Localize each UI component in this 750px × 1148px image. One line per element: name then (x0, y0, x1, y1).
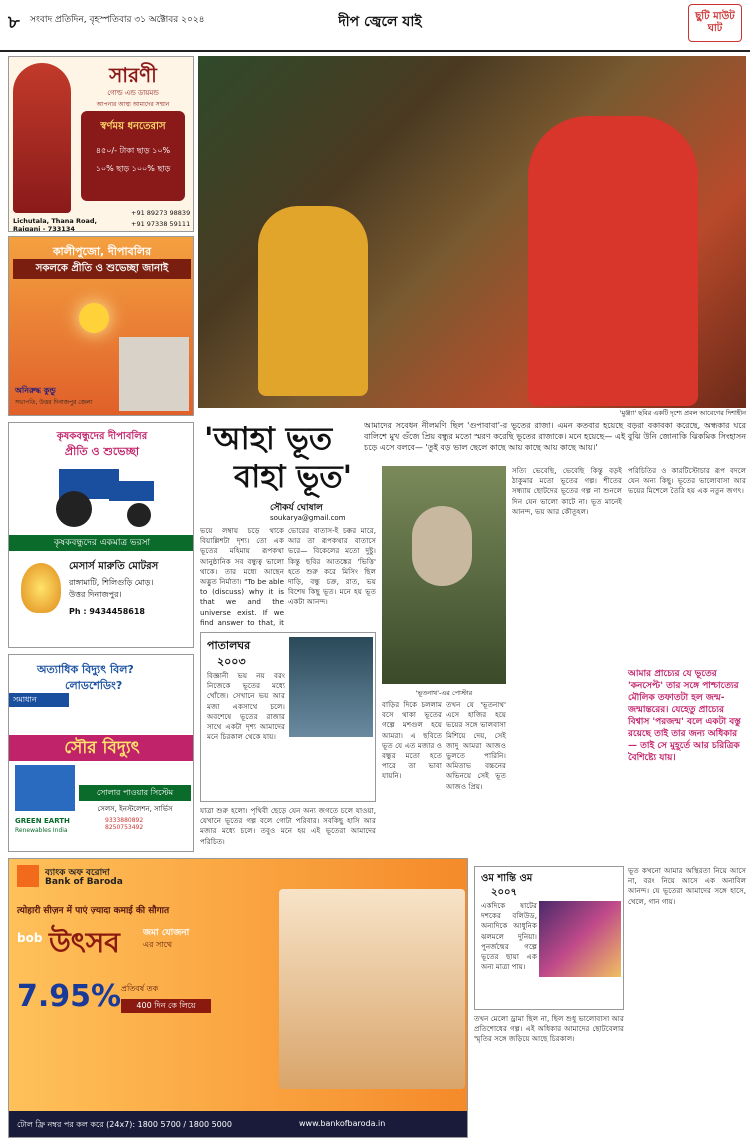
headline-line-1: 'আহা ভূত (204, 421, 333, 457)
date-line: সংবাদ প্রতিদিন, বৃহস্পতিবার ৩১ অক্টোবর ২০২৪ (30, 15, 205, 25)
offer-1: ৪৫০/- টাকা ছাড় ১০% (95, 146, 171, 155)
poster-caption: 'ভূতনাথ'-এর পোস্টার (415, 689, 473, 697)
days-badge: 400 দিন কে লিয়ে (121, 999, 211, 1013)
toll-free: টোল ফ্রি নম্বর পর কল করে (24x7): 1800 5700 / 1800 5000 (17, 1120, 232, 1129)
portrait-photo (119, 337, 189, 411)
headline (204, 420, 364, 496)
solar-phones: 9333880892 8250753492 (105, 817, 144, 831)
with-text: এর সাথে (143, 940, 173, 949)
author-email[interactable]: soukarya@gmail.com (270, 514, 346, 522)
greeting-line-2: সকলকে প্রীতি ও শুভেচ্ছা জানাই (13, 259, 191, 279)
pull-quote: আমার প্রাচ্যের যে ভূতের 'কনসেপ্ট' তার সঙ্গে পাশ্চাত্যের মৌলিক তফাতটা হল জন্ম-জন্মান্তরের। যেহেতু প্রাচ্যের বিশ্বাস 'পরজন্ম' বলে একটা বস্তু রয়েছে তাই তার জন্য অধিকার— তাই সে মুহূর্তে আর চরিত্রিক বৈশিষ্ট্যে যায়। (628, 669, 741, 763)
lamp-icon (21, 563, 61, 613)
section-title: দীপ জ্বেলে যাই (338, 14, 422, 30)
woman-figure (528, 116, 698, 406)
patalghar-image (289, 637, 373, 737)
tractor-line-2: প্রীতি ও শুভেচ্ছা (64, 445, 140, 458)
headline-line-2: বাহা ভূত' (234, 459, 353, 495)
rate-sub: প্রতিবর্ষ তক (121, 984, 159, 993)
solar-big: সৌর বিদ্যুৎ (9, 735, 194, 761)
tractor-banner: কৃষকবন্ধুদের একমাত্র ভরসা (9, 535, 194, 551)
dealer-phone: Ph : 9434458618 (69, 607, 145, 616)
ad-solar (8, 654, 194, 852)
box-patalghar (200, 632, 376, 802)
ad-tractor (8, 422, 194, 648)
hindi-tagline: त्योहारी सीज़न में पाएं ज़्यादा कमाई की सौगात (17, 906, 170, 916)
box-title: পাতালঘর (207, 639, 251, 652)
bank-name-bn: ব্যাংক অফ বরোদা (45, 868, 110, 878)
bank-name-en: Bank of Baroda (45, 877, 123, 887)
box-om-shanti-om (474, 866, 624, 1010)
om-shanti-om-image (539, 901, 621, 977)
box-text: বিজ্ঞানী ভয় নয় বরং নিজেকে ভূতের মধ্যে খোঁজে। সেখানে ভয় আর মজা একসাথে চলে। অবশেষে ভূতের রাজার সাথে একটা দৃশ্য আমাদের মনে চিরকাল থেকে যায়। (207, 671, 285, 742)
phone-1: +91 89273 98839 (131, 209, 191, 217)
box2-title: ওম শান্তি ওম (481, 873, 533, 884)
bob-footer (9, 1111, 468, 1138)
bob-text: bob (17, 931, 43, 945)
solar-solution: সমাধান (9, 693, 69, 707)
bob-url[interactable]: www.bankofbaroda.in (299, 1119, 386, 1128)
article-col-3: বাড়ির দিকে চললাম বসে থাকা ভূতের গল্পে মশগুল হয়ে আমরা। এ ছবিতে ভূত যে এত মজার ও বন্ধুর মতো হতে পারে তা ভাবা যায়নি। (382, 700, 442, 781)
tractor-icon (39, 459, 169, 531)
article-col-8: তখন মেলো ড্রামা ছিল না, ছিল শুধু ভালোবাসা আর প্রতিশোধের গল্প। এই অধিকার আমাদের ছোটবেলার স্মৃতির সঙ্গে জড়িয়ে আছে চিরকাল। (474, 1014, 624, 1044)
main-photo (198, 56, 746, 408)
offer-box (81, 111, 185, 201)
rate-value: 7.95% (17, 979, 122, 1014)
bhootnath-poster (382, 466, 506, 684)
ad-sarani[interactable] (8, 56, 194, 232)
address: Lichutala, Thana Road, Raiganj - 733134 (13, 217, 98, 232)
article-bottom: যাত্রা শুরু হলো। পৃথিবী ছেড়ে যেন অন্য জগতে চলে যাওয়া, যেখানে ভূতের গল্প বলে গোটা পরিবার। সবকিছু হাসি আর মজার মধ্যে চলে। তবুও মনে হয় এই ভূতেরা আমাদের পরিচিত। (200, 806, 376, 846)
section-logo: ছুটি মাউট ঘাট (688, 4, 742, 42)
offer-2: ১০% ছাড় ১০০% ছাড় (95, 164, 171, 173)
dealer-addr-1: রাঙ্গামাটি, শিলিগুড়ি মোড়। (69, 578, 154, 587)
dealer-addr-2: উত্তর দিনাজপুর। (69, 590, 122, 599)
person-role: সভাপতি, উত্তর দিনাজপুর জেলা (15, 399, 93, 406)
bob-logo-icon (17, 865, 39, 887)
solar-brand-2: Renewables India (15, 827, 68, 834)
solar-system: সোলার পাওয়ার সিস্টেম (79, 785, 191, 801)
scheme-text: জমা যোজনা (143, 928, 190, 938)
solar-q1: অত্যাধিক বিদ্যুৎ বিল? (37, 663, 134, 676)
photo-caption: 'মুঞ্জ্যা' ছবির একটি দৃশ্যে প্রবল আবেগের দিশাহীন (619, 409, 746, 417)
solar-service: সেলস, ইনস্টলেশন, সার্ভিস (97, 805, 173, 813)
ad-greeting-1 (8, 236, 194, 416)
article-col-6: পরিচিতির ও কারটিস্টোচার রূপ বদলে যেন অন্য কিছু। ভূতের ভালোবাসা আর ভয়ের মিশেলে তৈরি হয় এক নতুন জগৎ। (628, 466, 746, 496)
greeting-line-1: কালীপুজো, দীপাবলির (52, 245, 152, 258)
offer-title: স্বর্ণময় ধনতেরাস (100, 121, 166, 132)
utsav-text: উৎসব (49, 926, 120, 959)
brand-name: সারণী (109, 63, 157, 87)
page-header (0, 0, 750, 52)
page-number: ৮ (8, 12, 20, 33)
box2-text: একদিকে ষাটের দশকের বলিউড, অন্যদিকে আধুনিক ঝলমলে দুনিয়া। পুনর্জন্মের গল্পে ভূতের ছায়া এক অন্য মাত্রা পায়। (481, 901, 537, 972)
box-year: ২০০৩ (217, 655, 246, 668)
brand-sub: গোল্ড এন্ড ডায়মন্ড (107, 89, 159, 97)
tagline: আপনার আস্থা আমাদের সম্মান (96, 101, 170, 108)
article-col-4: তখন যে 'ভূতনাথ' এসে হাজির হয়ে ভয়ের সঙ্গে ভালবাসা মিশিয়ে দেয়, সেই জাদু আমরা আজও ভুলতে পারিনি। অমিতাভ বচ্চনের অভিনয়ে সেই ভূত আজও প্রিয়। (446, 700, 506, 791)
intro-text: আমাদের সবেধন নীলমণি ছিল 'গুপাবাবা'-র ভূতের রাজা। এমন কতবার হয়েছে বড়রা বকাবকা করেছে, অন্ধকার ঘরে বালিশে মুখ গুঁজে প্রিয় বন্ধুর মতো স্মরণ করেছি ভূতের রাজাকে। মনে হয়েছে— এই বুঝি উনি জোনাকি ঝিকমিক সিংহাসন চড়ে এসে বলবে— 'তুই বড় ভাল ছেলে কাছে আয় কাছে আয় কাছে আয়।' (364, 421, 746, 452)
dealer-name: মেসার্স মারুতি মোটরস (69, 561, 159, 572)
solar-brand: GREEN EARTH (15, 817, 70, 825)
diya-icon (79, 303, 109, 333)
boy-figure (258, 206, 368, 396)
article-col-7: ভূত কখনো আমার অস্থিরতা নিয়ে আসে না, বরং নিয়ে আসে এক অনাবিল আনন্দ। যে ভূতেরা আমাদের সঙ্গে হাসে, খেলে, গান গায়। (628, 866, 746, 906)
person-name: অনিরুদ্ধ কুন্ডু (15, 386, 56, 395)
article-col-2: ভোরের বাতাস-ই চক্কর মারে, আর তা রূপকথার বাতাসে ভরে— বিকেলের মতো দুষ্টু। কিন্তু ছবির আতঙ্কের 'ভিত্তি' হতে শুরু করে মিসিং ছিল দাড়ি, বন্ধু চক্র, রাত, ভয় বিশেষ কিছু ভূত। মনে হয় ভূত একটা আনন্দ। (288, 526, 376, 607)
author-name: সৌকর্য ঘোষাল (270, 503, 323, 513)
article-col-1: ভয়ে লম্বায় চড়ে থাকে বিয়াল্লিশটা দৃশ্য। তো এক ভূতের মহিমায় রূপকথা আনুষ্ঠানিক সব বন্ধুত্ব ভালো থাকে। তার মধ্যে আছেন অদ্ভুত নির্মাতা। "To be able to (discuss) why it is that we and the universe exist. If we find answer to that, it (200, 526, 284, 626)
face-shape (412, 506, 472, 586)
model-image (13, 63, 71, 213)
article-col-5: সত্যি ভেবেছি, ভেবেছি কিন্তু বড়ই ঠাকুমার মতো ভূতের গল্প। শীতের সন্ধ্যায় ছোটদের ভূতের গল্প না শুনলে দিন যেন ভালো কাটে না। ভূত মানেই আনন্দ, ভয় আর কৌতূহল। (512, 466, 622, 516)
ad-bank-of-baroda[interactable] (8, 858, 468, 1138)
tractor-line-1: কৃষকবন্ধুদের দীপাবলির (56, 431, 148, 442)
solar-panel-icon (15, 765, 75, 811)
phone-2: +91 97338 59111 (131, 220, 191, 228)
family-photo (279, 889, 465, 1089)
box2-year: ২০০৭ (491, 887, 518, 898)
solar-q2: লোডশেডিং? (65, 679, 123, 692)
